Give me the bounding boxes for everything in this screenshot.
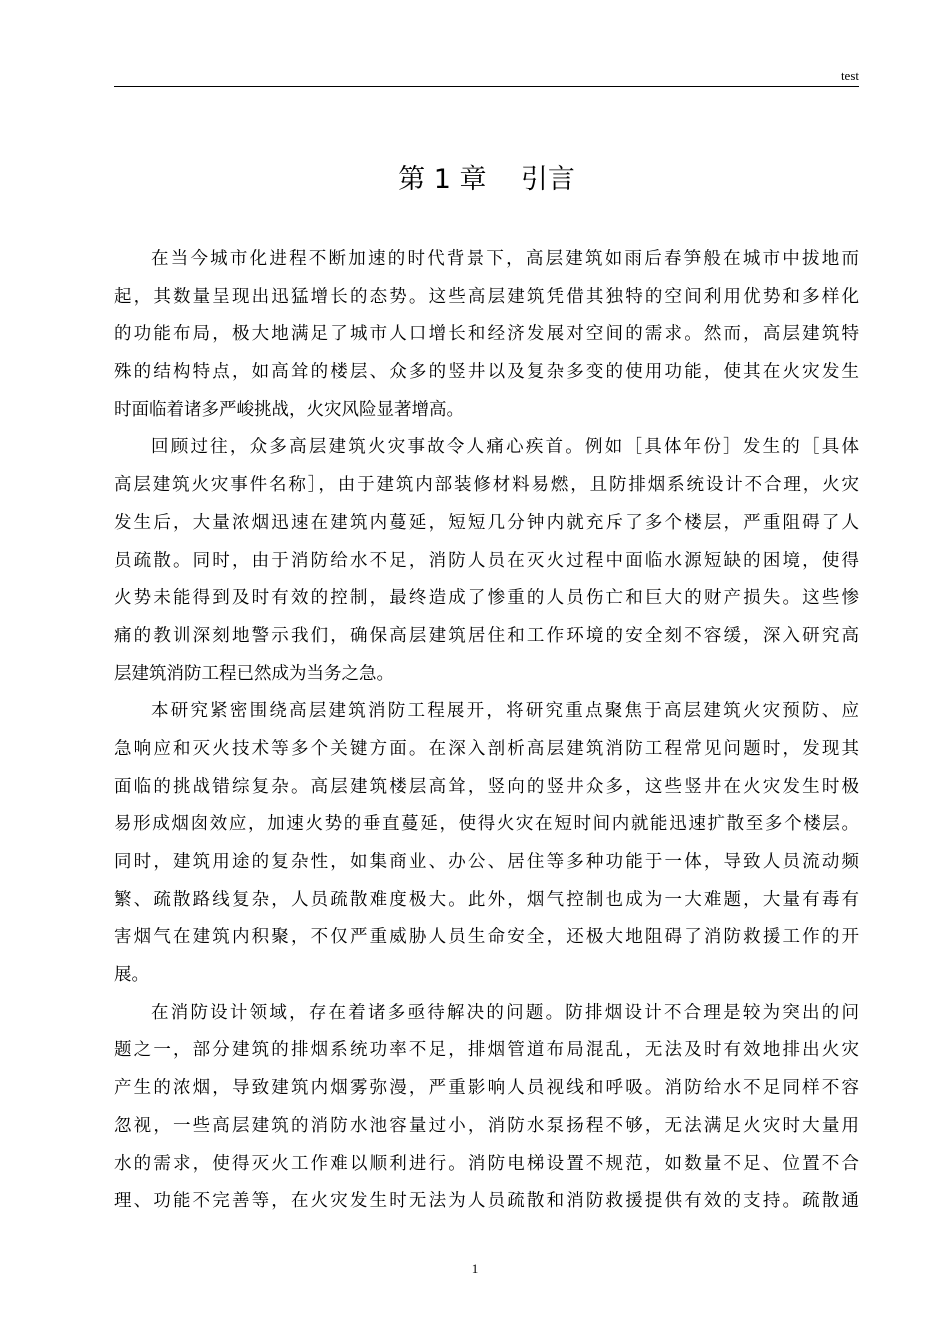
text-line: 本研究紧密围绕高层建筑消防工程展开，将研究重点聚焦于高层建筑火灾预防、应 xyxy=(151,701,859,722)
text-line: 产生的浓烟，导致建筑内烟雾弥漫，严重影响人员视线和呼吸。消防给水不足同样不容 xyxy=(114,1078,859,1099)
text-line: 面临的挑战错综复杂。高层建筑楼层高耸，竖向的竖井众多，这些竖井在火灾发生时极 xyxy=(114,776,859,797)
text-line: 繁、疏散路线复杂，人员疏散难度极大。此外，烟气控制也成为一大难题，大量有毒有 xyxy=(114,889,859,910)
text-line: 忽视，一些高层建筑的消防水池容量过小，消防水泵扬程不够，无法满足火灾时大量用 xyxy=(114,1115,859,1136)
text-line: 的功能布局，极大地满足了城市人口增长和经济发展对空间的需求。然而，高层建筑特 xyxy=(114,324,859,345)
text-line: 急响应和灭火技术等多个关键方面。在深入剖析高层建筑消防工程常见问题时，发现其 xyxy=(114,738,859,759)
chapter-title: 第 1 章 引言 xyxy=(398,164,575,195)
text-line: 痛的教训深刻地警示我们，确保高层建筑居住和工作环境的安全刻不容缓，深入研究高 xyxy=(114,625,859,646)
text-line: 在消防设计领域，存在着诸多亟待解决的问题。防排烟设计不合理是较为突出的问 xyxy=(151,1002,859,1023)
running-header: test xyxy=(840,68,859,83)
text-line: 层建筑消防工程已然成为当务之急。 xyxy=(114,663,394,684)
text-line: 殊的结构特点，如高耸的楼层、众多的竖井以及复杂多变的使用功能，使其在火灾发生 xyxy=(114,362,859,383)
text-line: 同时，建筑用途的复杂性，如集商业、办公、居住等多种功能于一体，导致人员流动频 xyxy=(114,852,859,872)
text-line: 时面临着诸多严峻挑战，火灾风险显著增高。 xyxy=(114,399,464,420)
text-line: 理、功能不完善等，在火灾发生时无法为人员疏散和消防救援提供有效的支持。疏散通 xyxy=(114,1191,859,1212)
text-line: 易形成烟囱效应，加速火势的垂直蔓延，使得火灾在短时间内就能迅速扩散至多个楼层。 xyxy=(114,814,859,835)
body-text xyxy=(114,241,859,1221)
text-line: 高层建筑火灾事件名称］，由于建筑内部装修材料易燃，且防排烟系统设计不合理，火灾 xyxy=(114,475,859,496)
text-line: 起，其数量呈现出迅猛增长的态势。这些高层建筑凭借其独特的空间利用优势和多样化 xyxy=(114,286,859,307)
text-line: 题之一，部分建筑的排烟系统功率不足，排烟管道布局混乱，无法及时有效地排出火灾 xyxy=(114,1040,859,1061)
text-line: 展。 xyxy=(114,965,149,986)
text-line: 水的需求，使得灭火工作难以顺利进行。消防电梯设置不规范，如数量不足、位置不合 xyxy=(114,1153,859,1174)
text-line: 火势未能得到及时有效的控制，最终造成了惨重的人员伤亡和巨大的财产损失。这些惨 xyxy=(114,588,859,609)
text-line: 回顾过往，众多高层建筑火灾事故令人痛心疾首。例如［具体年份］发生的［具体 xyxy=(151,437,859,458)
header-rule xyxy=(114,86,859,87)
page-number: 1 xyxy=(471,1261,479,1276)
text-line: 害烟气在建筑内积聚，不仅严重威胁人员生命安全，还极大地阻碍了消防救援工作的开 xyxy=(114,927,859,948)
text-line: 发生后，大量浓烟迅速在建筑内蔓延，短短几分钟内就充斥了多个楼层，严重阻碍了人 xyxy=(114,512,859,533)
text-line: 员疏散。同时，由于消防给水不足，消防人员在灭火过程中面临水源短缺的困境，使得 xyxy=(114,550,859,571)
text-line: 在当今城市化进程不断加速的时代背景下，高层建筑如雨后春笋般在城市中拔地而 xyxy=(151,249,859,269)
